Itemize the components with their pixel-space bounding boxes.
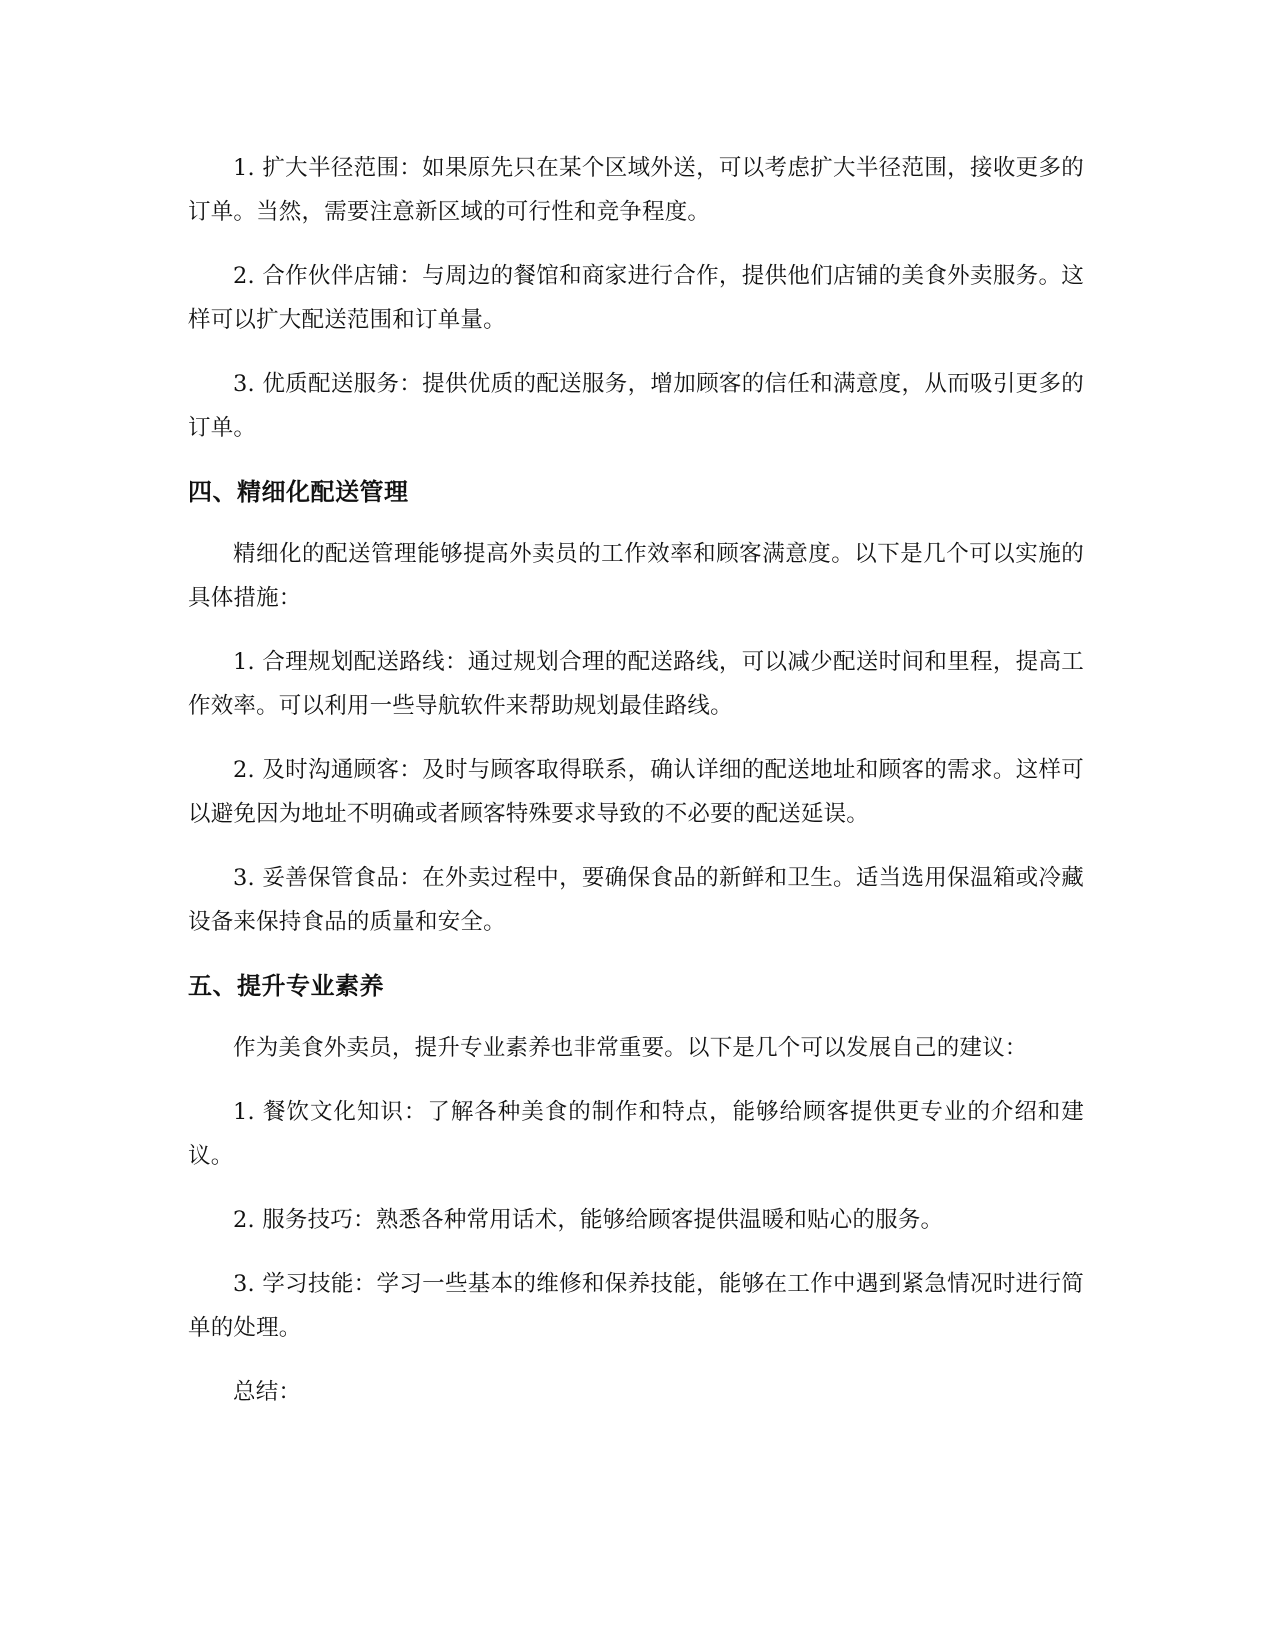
section-heading-professionalism: 五、提升专业素养 xyxy=(188,972,384,1000)
list-item-learning-skills: 3. 学习技能：学习一些基本的维修和保养技能，能够在工作中遇到紧急情况时进行简单的处理。 xyxy=(188,1271,1084,1341)
section-heading-delivery-management: 四、精细化配送管理 xyxy=(188,478,409,506)
summary-label: 总结： xyxy=(233,1379,302,1405)
list-item-food-storage: 3. 妥善保管食品：在外卖过程中，要确保食品的新鲜和卫生。适当选用保温箱或冷藏设备来保持食品的质量和安全。 xyxy=(188,865,1084,935)
list-item-customer-communication: 2. 及时沟通顾客：及时与顾客取得联系，确认详细的配送地址和顾客的需求。这样可以避免因为地址不明确或者顾客特殊要求导致的不必要的配送延误。 xyxy=(188,757,1084,827)
list-item-route-planning: 1. 合理规划配送路线：通过规划合理的配送路线，可以减少配送时间和里程，提高工作效率。可以利用一些导航软件来帮助规划最佳路线。 xyxy=(188,649,1084,719)
section-intro-professionalism: 作为美食外卖员，提升专业素养也非常重要。以下是几个可以发展自己的建议： xyxy=(233,1035,1028,1061)
document-body xyxy=(188,146,1084,1434)
section-intro-delivery-management: 精细化的配送管理能够提高外卖员的工作效率和顾客满意度。以下是几个可以实施的具体措施： xyxy=(188,541,1084,611)
list-item-quality-delivery: 3. 优质配送服务：提供优质的配送服务，增加顾客的信任和满意度，从而吸引更多的订单。 xyxy=(188,371,1084,441)
list-item-food-culture: 1. 餐饮文化知识：了解各种美食的制作和特点，能够给顾客提供更专业的介绍和建议。 xyxy=(188,1099,1084,1169)
list-item-expand-radius: 1. 扩大半径范围：如果原先只在某个区域外送，可以考虑扩大半径范围，接收更多的订单。当然，需要注意新区域的可行性和竞争程度。 xyxy=(188,155,1084,225)
list-item-service-skills: 2. 服务技巧：熟悉各种常用话术，能够给顾客提供温暖和贴心的服务。 xyxy=(233,1207,944,1233)
list-item-partner-shops: 2. 合作伙伴店铺：与周边的餐馆和商家进行合作，提供他们店铺的美食外卖服务。这样可以扩大配送范围和订单量。 xyxy=(188,263,1084,333)
